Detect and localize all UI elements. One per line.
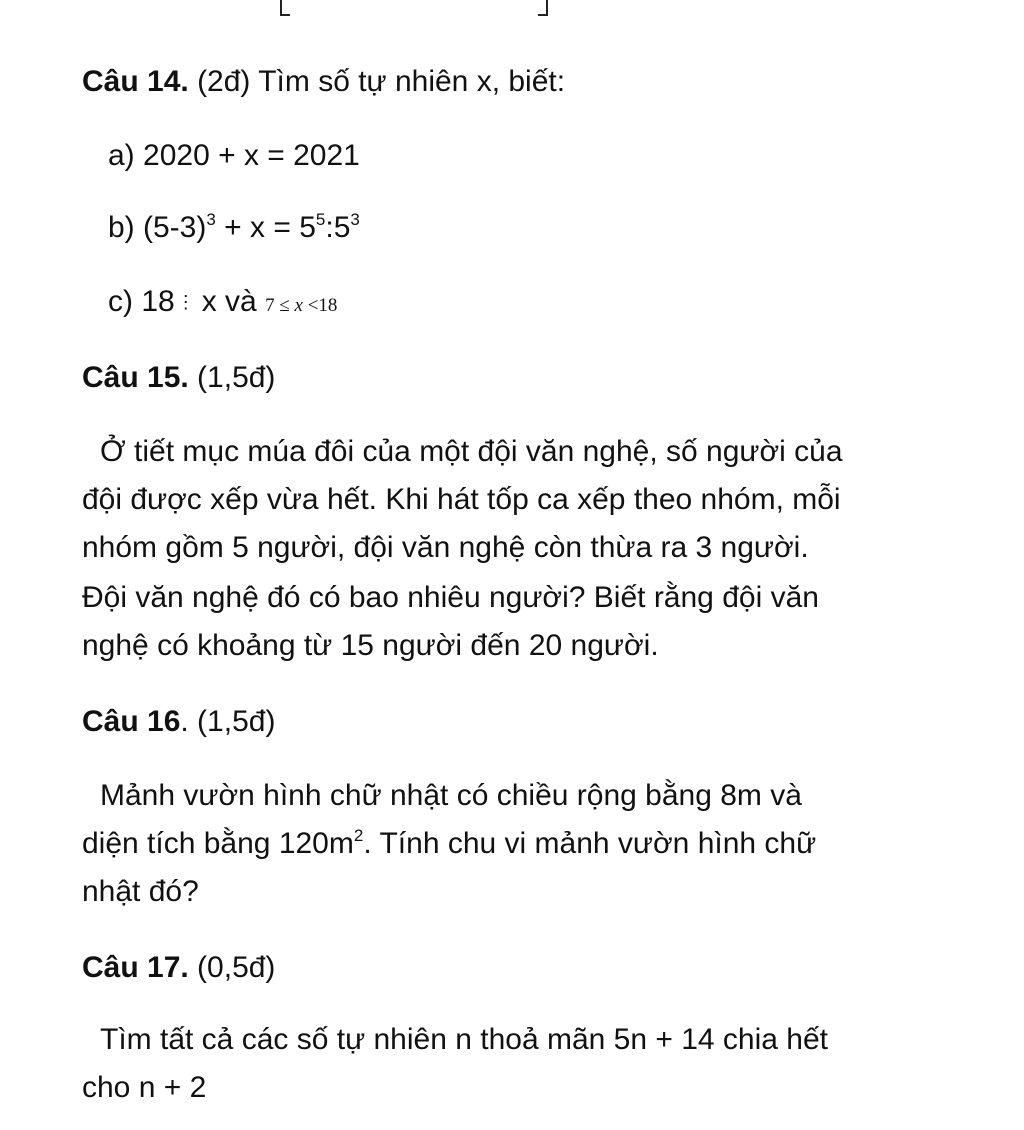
q17-line-2: cho n + 2 xyxy=(82,1071,207,1104)
q14-part-c: c) 18 ⋮ x và 7 ≤ x <18 xyxy=(108,285,338,318)
divides-symbol: ⋮ xyxy=(176,292,194,312)
q15-title: Câu 15. xyxy=(82,361,189,394)
q15-line-2: đội được xếp vừa hết. Khi hát tốp ca xếp theo nhóm, mỗi xyxy=(82,483,841,516)
q15-line-1: Ở tiết mục múa đôi của một đội văn nghệ, số người của xyxy=(100,435,843,468)
q17-points: (0,5đ) xyxy=(188,951,276,984)
q15-line-3: nhóm gồm 5 người, đội văn nghệ còn thừa ra 3 người. xyxy=(82,531,809,564)
q14-points: (2đ) Tìm số tự nhiên x, biết: xyxy=(197,65,566,98)
q14-heading xyxy=(82,64,565,100)
q15-line-5: nghệ có khoảng từ 15 người đến 20 người. xyxy=(82,629,659,662)
top-bracket xyxy=(280,0,548,16)
inequality: 7 ≤ x <18 xyxy=(265,295,338,316)
q16-title: Câu 16 xyxy=(82,705,181,738)
q14-part-b: b) $(5-3)^3 + x$ = $5^5:5^3$ xyxy=(108,210,360,244)
q17-line-1: Tìm tất cả các số tự nhiên n thoả mãn 5n + 14 chia hết xyxy=(100,1023,828,1056)
q15-heading xyxy=(82,360,275,396)
q14-title: Câu 14. xyxy=(82,65,189,98)
q16-line-3: nhật đó? xyxy=(82,875,199,908)
q15-points: (1,5đ) xyxy=(188,361,276,394)
q16-heading xyxy=(82,704,275,740)
q14-part-a: a) 2020 + x = 2021 xyxy=(108,139,360,172)
q16-points: . (1,5đ) xyxy=(180,705,276,738)
q16-line-2: diện tích bằng $120m^2$. Tính chu vi mảnh vườn hình chữ xyxy=(82,826,817,860)
q16-line-1: Mảnh vườn hình chữ nhật có chiều rộng bằng 8m và xyxy=(100,779,802,812)
q17-heading xyxy=(82,950,275,986)
q17-title: Câu 17. xyxy=(82,951,189,984)
q15-line-4: Đội văn nghệ đó có bao nhiêu người? Biết rằng đội văn xyxy=(82,581,819,614)
